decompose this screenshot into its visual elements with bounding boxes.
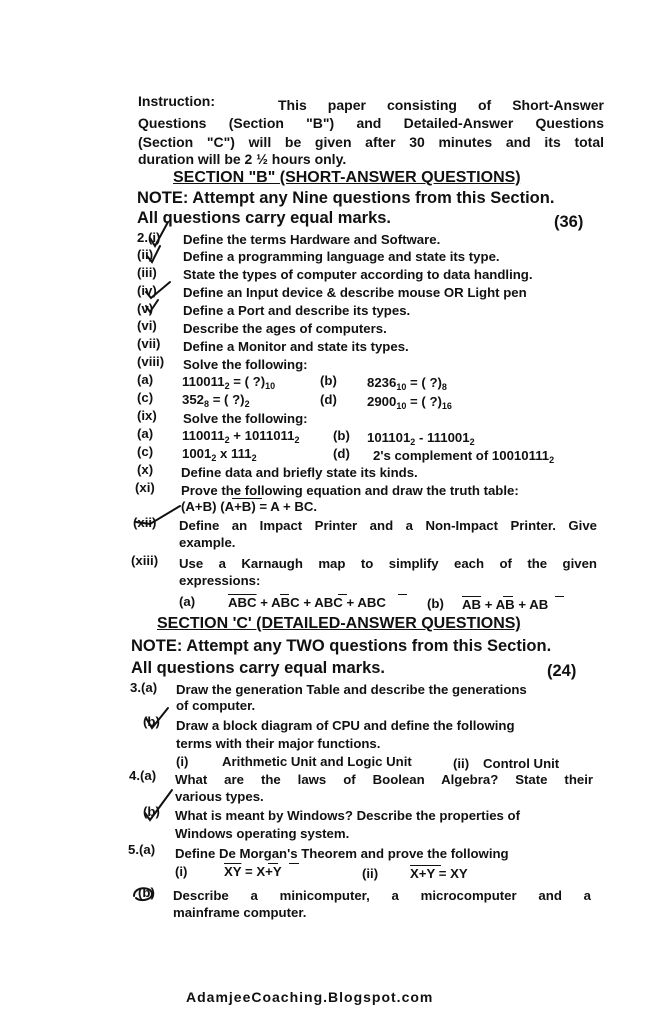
overline-mark: [398, 594, 407, 595]
overline-mark: [280, 594, 289, 595]
section-b-heading: SECTION "B" (SHORT-ANSWER QUESTIONS): [173, 169, 521, 186]
section-c-heading: SECTION 'C' (DETAILED-ANSWER QUESTIONS): [157, 615, 521, 632]
question-text: What are the laws of Boolean Algebra? State their: [175, 772, 593, 787]
instruction-line-1: This paper consisting of Short-Answer: [278, 97, 604, 113]
section-c-marks: (24): [547, 662, 577, 680]
question-number: 3.(a): [130, 680, 158, 695]
question-text: Define an Impact Printer and a Non-Impact Printer. Give: [179, 518, 597, 533]
overline-mark: [555, 596, 564, 597]
kmap-expression-a: $\overline{ABC}$ + ABC + ABC + ABC: [228, 595, 386, 610]
overline-mark: [431, 865, 441, 866]
instruction-line-3: (Section "C") will be given after 30 minutes and its total: [138, 134, 604, 150]
overline-mark: [268, 863, 278, 864]
question-text-cont: various types.: [175, 789, 264, 804]
subpart-label: (i): [175, 864, 188, 879]
question-text: Define a programming language and state its type.: [183, 249, 500, 264]
demorgan-ii: X+Y = XY: [410, 866, 468, 881]
question-number: (vi): [137, 318, 157, 333]
subpart-label: (ii): [362, 866, 379, 881]
question-number: (b): [143, 714, 160, 729]
overline-mark: [338, 594, 347, 595]
question-number: (b): [143, 804, 160, 819]
subpart-label: (ii): [453, 756, 470, 771]
question-text: Use a Karnaugh map to simplify each of the given: [179, 556, 597, 571]
subpart-label: (b): [320, 373, 337, 388]
question-text: Draw a block diagram of CPU and define the following: [176, 718, 515, 733]
subpart-label: (d): [333, 446, 350, 461]
section-b-note: NOTE: Attempt any Nine questions from this Section.: [137, 189, 555, 207]
question-text: Define the terms Hardware and Software.: [183, 232, 441, 247]
subpart-label: (a): [137, 372, 154, 387]
question-text: Solve the following:: [183, 411, 308, 426]
question-text-cont: terms with their major functions.: [176, 736, 381, 751]
question-text-cont: Windows operating system.: [175, 826, 350, 841]
instruction-line-2: Questions (Section "B") and Detailed-Answer Questions: [138, 115, 604, 131]
question-text: Define data and briefly state its kinds.: [181, 465, 418, 480]
question-text: Describe a minicomputer, a microcomputer and a: [173, 888, 591, 903]
question-text: Solve the following:: [183, 357, 308, 372]
question-text-cont: mainframe computer.: [173, 905, 307, 920]
question-number: (v): [137, 301, 154, 316]
question-text: Draw the generation Table and describe the generations: [176, 682, 527, 697]
subpart-label: (a): [137, 426, 154, 441]
question-number: (x): [137, 462, 154, 477]
question-number: (b): [138, 885, 155, 900]
binary-subtraction: $101101_2 - 111001_2$: [367, 430, 475, 447]
instruction-label: Instruction:: [138, 93, 215, 109]
question-text: Describe the ages of computers.: [183, 321, 387, 336]
overline-mark: [410, 865, 420, 866]
question-number: (xiii): [131, 553, 159, 568]
question-number: (iv): [137, 283, 157, 298]
question-text: Define De Morgan's Theorem and prove the following: [175, 846, 509, 861]
demorgan-i: $\overline{XY} = X+Y$: [224, 864, 282, 879]
subpart-label: (d): [320, 392, 337, 407]
subpart-label: (c): [137, 390, 154, 405]
question-text: What is meant by Windows? Describe the properties of: [175, 808, 521, 823]
conversion-c: $352_8$ = ( $?)_2$: [182, 392, 250, 409]
question-number: 2.(i): [137, 230, 161, 245]
overline-mark: [503, 596, 513, 597]
section-c-note: NOTE: Attempt any TWO questions from this Section.: [131, 637, 552, 655]
question-text-cont: of computer.: [176, 698, 256, 713]
twos-complement: 2's complement of $10010111_2$: [373, 448, 555, 465]
overline-mark: [232, 498, 262, 499]
question-text: State the types of computer according to data handling.: [183, 267, 533, 282]
section-b-equal-marks: All questions carry equal marks.: [137, 209, 392, 227]
question-text: Define a Monitor and state its types.: [183, 339, 409, 354]
question-number: (iii): [137, 265, 157, 280]
question-number: (viii): [137, 354, 165, 369]
equation: [181, 498, 317, 515]
question-number: (xi): [135, 480, 155, 495]
question-number: (ix): [137, 408, 157, 423]
footer-blog-url: AdamjeeCoaching.Blogspot.com: [186, 989, 434, 1005]
binary-multiplication: $1001_2$ x $111_2$: [182, 446, 257, 463]
subpart-label: (b): [333, 428, 350, 443]
question-number: (vii): [137, 336, 161, 351]
equation-text: (A+B) (A+B) = A + BC.: [181, 499, 318, 514]
subpart-label: (i): [176, 754, 189, 769]
question-number: 5.(a): [128, 842, 156, 857]
overline-mark: [289, 863, 299, 864]
subpart-label: (c): [137, 444, 154, 459]
instruction-line-4: duration will be 2 ½ hours only.: [138, 151, 347, 167]
kmap-expression-b: $\overline{AB}$ + AB + AB: [462, 597, 549, 612]
question-text-cont: example.: [179, 535, 236, 550]
question-number: (ii): [137, 247, 154, 262]
question-number: 4.(a): [129, 768, 157, 783]
subpart-text: Control Unit: [483, 756, 560, 771]
section-b-marks: (36): [554, 213, 584, 231]
conversion-d: $2900_{10}$ = ( $?)_{16}$: [367, 394, 452, 411]
subpart-text: Arithmetic Unit and Logic Unit: [222, 754, 412, 769]
subpart-label: (a): [179, 594, 196, 609]
question-text: Define an Input device & describe mouse OR Light pen: [183, 285, 527, 300]
question-text-cont: expressions:: [179, 573, 261, 588]
conversion-a: $110011_2$ = ( $?)_{10}$: [182, 374, 276, 391]
question-text: Prove the following equation and draw the truth table:: [181, 483, 519, 498]
conversion-b: $8236_{10}$ = ( $?)_8$: [367, 375, 447, 392]
subpart-label: (b): [427, 596, 444, 611]
question-number: (xii): [133, 515, 157, 530]
section-c-equal-marks: All questions carry equal marks.: [131, 659, 386, 677]
binary-addition: $110011_2 + 1011011_2$: [182, 428, 300, 445]
question-text: Define a Port and describe its types.: [183, 303, 411, 318]
